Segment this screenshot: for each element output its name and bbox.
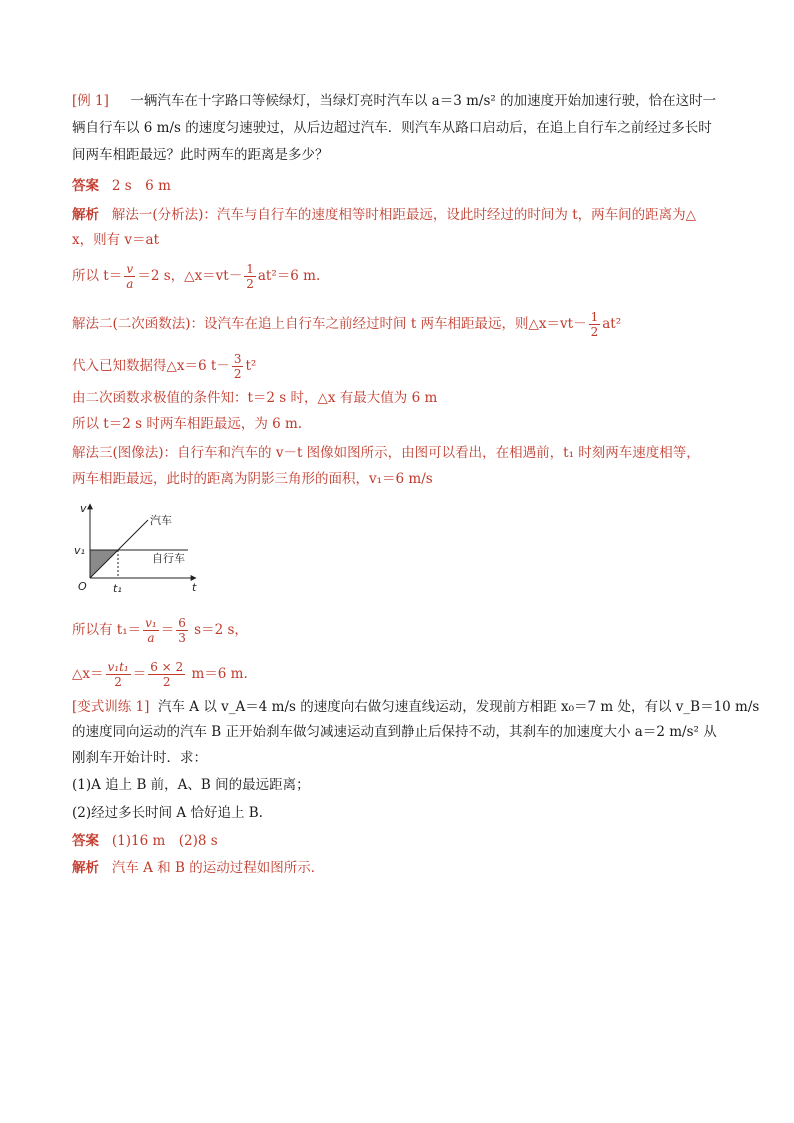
exercise-1-line-1: [变式训练 1] 汽车 A 以 v_A＝4 m/s 的速度向右做匀速直线运动，发现前方相距 x₀＝7 m 处，有以 v_B＝10 m/s <box>72 699 760 715</box>
fraction-v-over-a: $\frac{v}{a}$ <box>126 262 134 291</box>
exercise-1-line-3: 刚刹车开始计时．求： <box>72 750 207 766</box>
car-label: 汽车 <box>150 514 172 527</box>
fraction-6x2-over-2: $\frac{6 \times 2}{2}$ <box>150 660 184 689</box>
example-1-line-2: 辆自行车以 6 m/s 的速度匀速驶过，从后边超过汽车．则汽车从路口启动后，在追上自行车之前经过多长时 <box>72 120 712 136</box>
axis-t-label: t <box>192 581 197 594</box>
method-2-line-4: 所以 t＝2 s 时两车相距最远，为 6 m. <box>72 416 303 432</box>
fraction-one-half: $\frac{1}{2}$ <box>246 262 254 291</box>
bike-label: 自行车 <box>152 552 185 565</box>
method-1-line-3: 所以 t＝ $\frac{v}{a}$ ＝2 s，△x＝vt－ $\frac{1}{2}$ at²＝6 m. <box>72 262 321 291</box>
t1-label: t₁ <box>113 582 122 595</box>
method-3-line-2: 两车相距最远，此时的距离为阴影三角形的面积，v₁＝6 m/s <box>72 471 433 487</box>
fraction-one-half-2: $\frac{1}{2}$ <box>590 310 599 339</box>
example-1-line-3: 间两车相距最远？此时两车的距离是多少？ <box>72 147 329 163</box>
method-1-line-2: x，则有 v＝at <box>72 232 160 248</box>
method-3-line-1: 解法三(图像法)：自行车和汽车的 v－t 图像如图所示，由图可以看出，在相遇前，t₁ 时刻两车速度相等， <box>72 445 700 461</box>
exercise-1-tag: [变式训练 1] <box>72 699 150 715</box>
fraction-6-over-3: $\frac{6}{3}$ <box>178 616 186 645</box>
fraction-v1-over-a: $\frac{\text{v₁}}{a}$ <box>145 616 157 645</box>
example-1-tag: [例 1] <box>72 93 109 109</box>
method-2-line-3: 由二次函数求极值的条件知：t＝2 s 时，△x 有最大值为 6 m <box>72 390 438 406</box>
origin-label: O <box>78 580 87 593</box>
fraction-v1t1-over-2: $\frac{\text{v₁t₁}}{2}$ <box>107 660 129 689</box>
axis-v-label: v <box>80 502 87 515</box>
exercise-1-analysis: 解析 汽车 A 和 B 的运动过程如图所示． <box>72 860 325 876</box>
example-1-line-1: [例 1] 一辆汽车在十字路口等候绿灯，当绿灯亮时汽车以 a＝3 m/s² 的加速度开始加速行驶，恰在这时一 <box>72 93 717 109</box>
v1-label: v₁ <box>74 544 85 557</box>
exercise-1-question-2: (2)经过多长时间 A 恰好追上 B. <box>72 805 263 821</box>
method-2-line-2: 代入已知数据得△x＝6 t－ $\frac{3}{2}$ t² <box>72 352 257 381</box>
exercise-1-line-2: 的速度同向运动的汽车 B 正开始刹车做匀减速运动直到静止后保持不动，其刹车的加速度大小 a＝2 m/s² 从 <box>72 724 717 740</box>
exercise-1-question-1: (1)A 追上 B 前，A、B 间的最远距离； <box>72 777 310 793</box>
method-3-line-3: 所以有 t₁＝ $\frac{\text{v₁}}{a}$ ＝ $\frac{6}{3}$ s＝2 s， <box>72 616 248 645</box>
method-2-line-1: 解法二(二次函数法)：设汽车在追上自行车之前经过时间 t 两车相距最远，则△x＝vt－ $\frac{1}{2}$ at² <box>72 310 622 339</box>
exercise-1-answer: 答案 (1)16 m (2)8 s <box>72 833 218 849</box>
method-1-line-1: 解析 解法一(分析法)：汽车与自行车的速度相等时相距最远，设此时经过的时间为 t，两车间的距离为△ <box>72 207 697 223</box>
car-line <box>90 520 148 578</box>
method-3-line-4: △x＝ $\frac{\text{v₁t₁}}{2}$ ＝ $\frac{6 \times 2}{2}$ m＝6 m. <box>72 660 248 689</box>
example-1-answer: 答案 2 s 6 m <box>72 178 171 194</box>
fraction-three-halves: $\frac{3}{2}$ <box>233 352 242 381</box>
velocity-time-graph <box>72 498 202 598</box>
